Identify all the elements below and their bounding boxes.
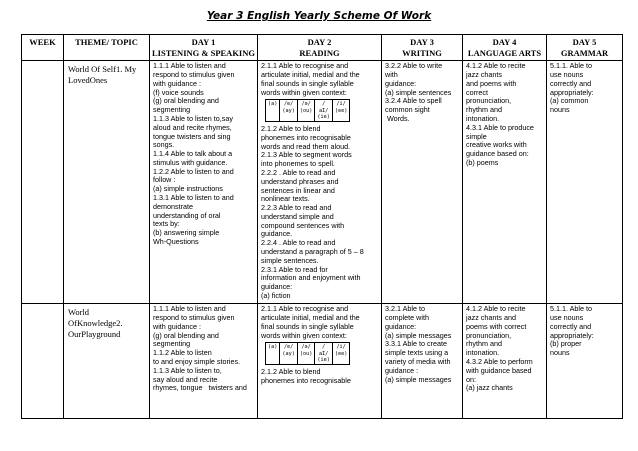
- header-day4-label: DAY 4: [492, 37, 517, 47]
- header-day3-label: DAY 3: [410, 37, 434, 47]
- week-cell: [22, 304, 64, 419]
- page-title: Year 3 English Yearly Scheme Of Work: [206, 10, 432, 22]
- text-line: say aloud and recite: [153, 374, 218, 384]
- header-day3-sub: WRITING: [402, 47, 442, 58]
- text-line: 2.1.3 Able to segment words: [261, 150, 352, 160]
- text-line: nouns: [550, 348, 570, 358]
- text-line: 4.1.2 Able to recite: [466, 304, 526, 314]
- text-line: guidance based on:: [466, 149, 529, 159]
- text-line: simple sentences.: [261, 255, 319, 265]
- text-line: 3.2.1 Able to: [385, 304, 425, 314]
- text-line: tongue twisters and sing: [153, 131, 231, 141]
- day2-cell: [258, 61, 382, 304]
- text-line: World Of Self: [68, 64, 116, 75]
- header-day1: [150, 35, 258, 61]
- header-day2: [258, 35, 382, 61]
- day5-cell: [547, 61, 623, 304]
- text-line: 2.2.4 . Able to read and: [261, 238, 336, 248]
- text-line: guidance:: [385, 78, 417, 88]
- phoneme-cell: /e/ (ay): [280, 343, 298, 365]
- day5-cell: [547, 304, 623, 419]
- header-row: [22, 35, 623, 61]
- phoneme-cell: /ə/ (ou): [297, 343, 315, 365]
- text-line: jazz chants and: [466, 313, 516, 323]
- text-line: 1. My Loved: [68, 64, 137, 86]
- text-line: words within given context:: [261, 87, 347, 97]
- text-line: intonation.: [466, 348, 500, 358]
- text-line: 1.1.3 Able to listen to,say: [153, 113, 233, 123]
- text-line: pronunciation,: [466, 96, 512, 106]
- text-line: 1.3.1 Able to listen to and: [153, 192, 234, 202]
- text-line: stimulus with guidance.: [153, 157, 228, 167]
- text-line: 2.1.1 Able to recognise and: [261, 304, 349, 314]
- text-line: complete with: [385, 313, 429, 323]
- day2-bottom-text: [261, 368, 378, 386]
- text-line: 3.2.4 Able to spell: [385, 96, 442, 106]
- text-line: with guidance :: [153, 78, 201, 88]
- text-line: poems with correct: [466, 321, 527, 331]
- text-line: 1.1.2 Able to listen: [153, 348, 212, 358]
- text-line: (b) answering simple: [153, 228, 220, 238]
- text-line: intonation.: [466, 113, 500, 123]
- text-line: simple: [466, 131, 487, 141]
- text-line: compound sentences with: [261, 220, 345, 230]
- phoneme-cell: (a): [266, 100, 280, 122]
- header-day4: [463, 35, 547, 61]
- header-week: WEEK: [22, 35, 64, 61]
- day3-cell: [382, 304, 463, 419]
- phoneme-table: [265, 342, 350, 365]
- text-line: words and read them aloud.: [261, 141, 351, 151]
- text-line: songs.: [153, 140, 175, 150]
- text-line: respond to stimulus given: [153, 70, 235, 80]
- text-line: (f) voice sounds: [153, 87, 204, 97]
- text-line: (a) common: [550, 96, 589, 106]
- text-line: guidance:: [385, 321, 417, 331]
- day1-cell: [150, 61, 258, 304]
- text-line: correctly and: [550, 78, 592, 88]
- topic-cell: [64, 304, 150, 419]
- text-line: rhythm and: [466, 105, 502, 115]
- text-line: demonstrate: [153, 201, 193, 211]
- text-line: pronunciation,: [466, 330, 512, 340]
- header-day5-label: DAY 5: [572, 37, 597, 47]
- text-line: texts by:: [153, 219, 180, 229]
- phoneme-table: [265, 99, 350, 122]
- text-line: 1.1.1 Able to listen and: [153, 61, 226, 71]
- text-line: (a) simple instructions: [153, 184, 223, 194]
- text-line: articulate initial, medial and the: [261, 70, 360, 80]
- text-line: to and enjoy simple stories.: [153, 356, 241, 366]
- text-line: use nouns: [550, 70, 584, 80]
- day1-cell: [150, 304, 258, 419]
- text-line: and poems with: [466, 78, 517, 88]
- phoneme-cell: /e/ (ay): [280, 100, 298, 122]
- day2-top-text: [261, 305, 378, 340]
- text-line: follow :: [153, 175, 176, 185]
- text-line: 1.1.3 Able to listen to,: [153, 365, 222, 375]
- day3-cell: [382, 61, 463, 304]
- text-line: final sounds in single syllable: [261, 78, 354, 88]
- text-line: 2.1.1 Able to recognise and: [261, 61, 349, 71]
- text-line: understanding of oral: [153, 210, 221, 220]
- text-line: with guidance :: [153, 321, 201, 331]
- text-line: Wh-Questions: [153, 236, 199, 246]
- text-line: 4.3.1 Able to produce: [466, 122, 534, 132]
- text-line: phonemes into recognisable: [261, 132, 351, 142]
- header-day4-sub: LANGUAGE ARTS: [467, 47, 542, 58]
- text-line: nonlinear texts.: [261, 194, 310, 204]
- text-line: 4.1.2 Able to recite: [466, 61, 526, 71]
- text-line: nouns: [550, 105, 570, 115]
- table-row: [22, 61, 623, 304]
- day2-top-text: [261, 62, 378, 97]
- text-line: segmenting: [153, 339, 191, 349]
- table-row: [22, 304, 623, 419]
- text-line: (b) poems: [466, 157, 499, 167]
- text-line: 2.1.2 Able to blend: [261, 124, 321, 134]
- text-line: phonemes into recognisable: [261, 375, 351, 385]
- text-line: 3.3.1 Able to create: [385, 339, 447, 349]
- header-day5: [547, 35, 623, 61]
- text-line: Words.: [385, 113, 410, 123]
- text-line: (a) fiction: [261, 290, 291, 300]
- text-line: Playground: [81, 329, 121, 340]
- text-line: simple texts using a: [385, 348, 449, 358]
- text-line: 5.1.1. Able to: [550, 304, 592, 314]
- text-line: understand a paragraph of 5 – 8: [261, 247, 364, 257]
- header-day3: [382, 35, 463, 61]
- text-line: understand phrases and: [261, 176, 339, 186]
- text-line: 1.1.4 Able to talk about a: [153, 149, 233, 159]
- text-line: (g) oral blending and: [153, 330, 219, 340]
- text-line: correct: [466, 87, 488, 97]
- text-line: (a) simple messages: [385, 374, 452, 384]
- text-line: appropriately:: [550, 330, 594, 340]
- text-line: guidance :: [385, 365, 419, 375]
- text-line: 4.3.2 Able to perform: [466, 356, 533, 366]
- phoneme-cell: / aI/ (ie): [315, 343, 333, 365]
- text-line: on:: [466, 374, 476, 384]
- text-line: 1.2.2 Able to listen to and: [153, 166, 234, 176]
- text-line: common sight: [385, 105, 430, 115]
- day4-cell: [463, 304, 547, 419]
- text-line: (a) simple messages: [385, 330, 452, 340]
- phoneme-cell: /ə/ (ou): [297, 100, 315, 122]
- header-theme-topic: THEME/ TOPIC: [64, 35, 150, 61]
- text-line: segmenting: [153, 105, 191, 115]
- phoneme-cell: / aI/ (ie): [315, 100, 333, 122]
- text-line: rhymes, tongue twisters and: [153, 383, 247, 393]
- day2-bottom-text: [261, 125, 378, 301]
- header-day1-sub: LISTENING & SPEAKING: [152, 47, 255, 58]
- text-line: jazz chants: [466, 70, 502, 80]
- text-line: 3.2.2 Able to write: [385, 61, 443, 71]
- header-day2-label: DAY 2: [307, 37, 332, 47]
- text-line: information and enjoyment with: [261, 273, 361, 283]
- header-day1-label: DAY 1: [191, 37, 216, 47]
- text-line: 2.2.3 Able to read and: [261, 203, 332, 213]
- text-line: 1.1.1 Able to listen and: [153, 304, 226, 314]
- text-line: guidance.: [261, 229, 293, 239]
- text-line: (a) simple sentences: [385, 87, 452, 97]
- text-line: variety of media with: [385, 356, 451, 366]
- week-cell: [22, 61, 64, 304]
- text-line: (b) proper: [550, 339, 582, 349]
- text-line: World Of: [68, 307, 90, 329]
- text-line: correctly and: [550, 321, 592, 331]
- text-line: (a) jazz chants: [466, 383, 513, 393]
- scheme-table: [21, 34, 623, 419]
- header-day2-sub: READING: [299, 47, 340, 58]
- topic-cell: [64, 61, 150, 304]
- text-line: with guidance based: [466, 365, 532, 375]
- text-line: sentences in linear and: [261, 185, 335, 195]
- text-line: aloud and recite rhymes,: [153, 122, 232, 132]
- text-line: 2.2.2 . Able to read and: [261, 167, 336, 177]
- day2-cell: [258, 304, 382, 419]
- text-line: rhythm and: [466, 339, 502, 349]
- text-line: creative works with: [466, 140, 527, 150]
- text-line: 2.3.1 Able to read for: [261, 264, 328, 274]
- text-line: into phonemes to spell.: [261, 159, 335, 169]
- text-line: understand simple and: [261, 211, 334, 221]
- text-line: use nouns: [550, 313, 584, 323]
- text-line: final sounds in single syllable: [261, 321, 354, 331]
- day4-cell: [463, 61, 547, 304]
- phoneme-cell: /i/ (ee): [332, 343, 350, 365]
- text-line: 2. Our: [68, 318, 123, 340]
- text-line: 5.1.1. Able to: [550, 61, 592, 71]
- text-line: 2.1.2 Able to blend: [261, 367, 321, 377]
- text-line: Ones: [89, 75, 108, 86]
- text-line: words within given context:: [261, 330, 347, 340]
- text-line: respond to stimulus given: [153, 313, 235, 323]
- text-line: articulate initial, medial and the: [261, 313, 360, 323]
- phoneme-cell: (a): [266, 343, 280, 365]
- text-line: guidance:: [261, 282, 293, 292]
- phoneme-cell: /i/ (ee): [332, 100, 350, 122]
- text-line: appropriately:: [550, 87, 594, 97]
- header-day5-sub: GRAMMAR: [560, 47, 609, 58]
- text-line: (g) oral blending and: [153, 96, 219, 106]
- text-line: Knowledge: [76, 318, 117, 329]
- text-line: with: [385, 70, 398, 80]
